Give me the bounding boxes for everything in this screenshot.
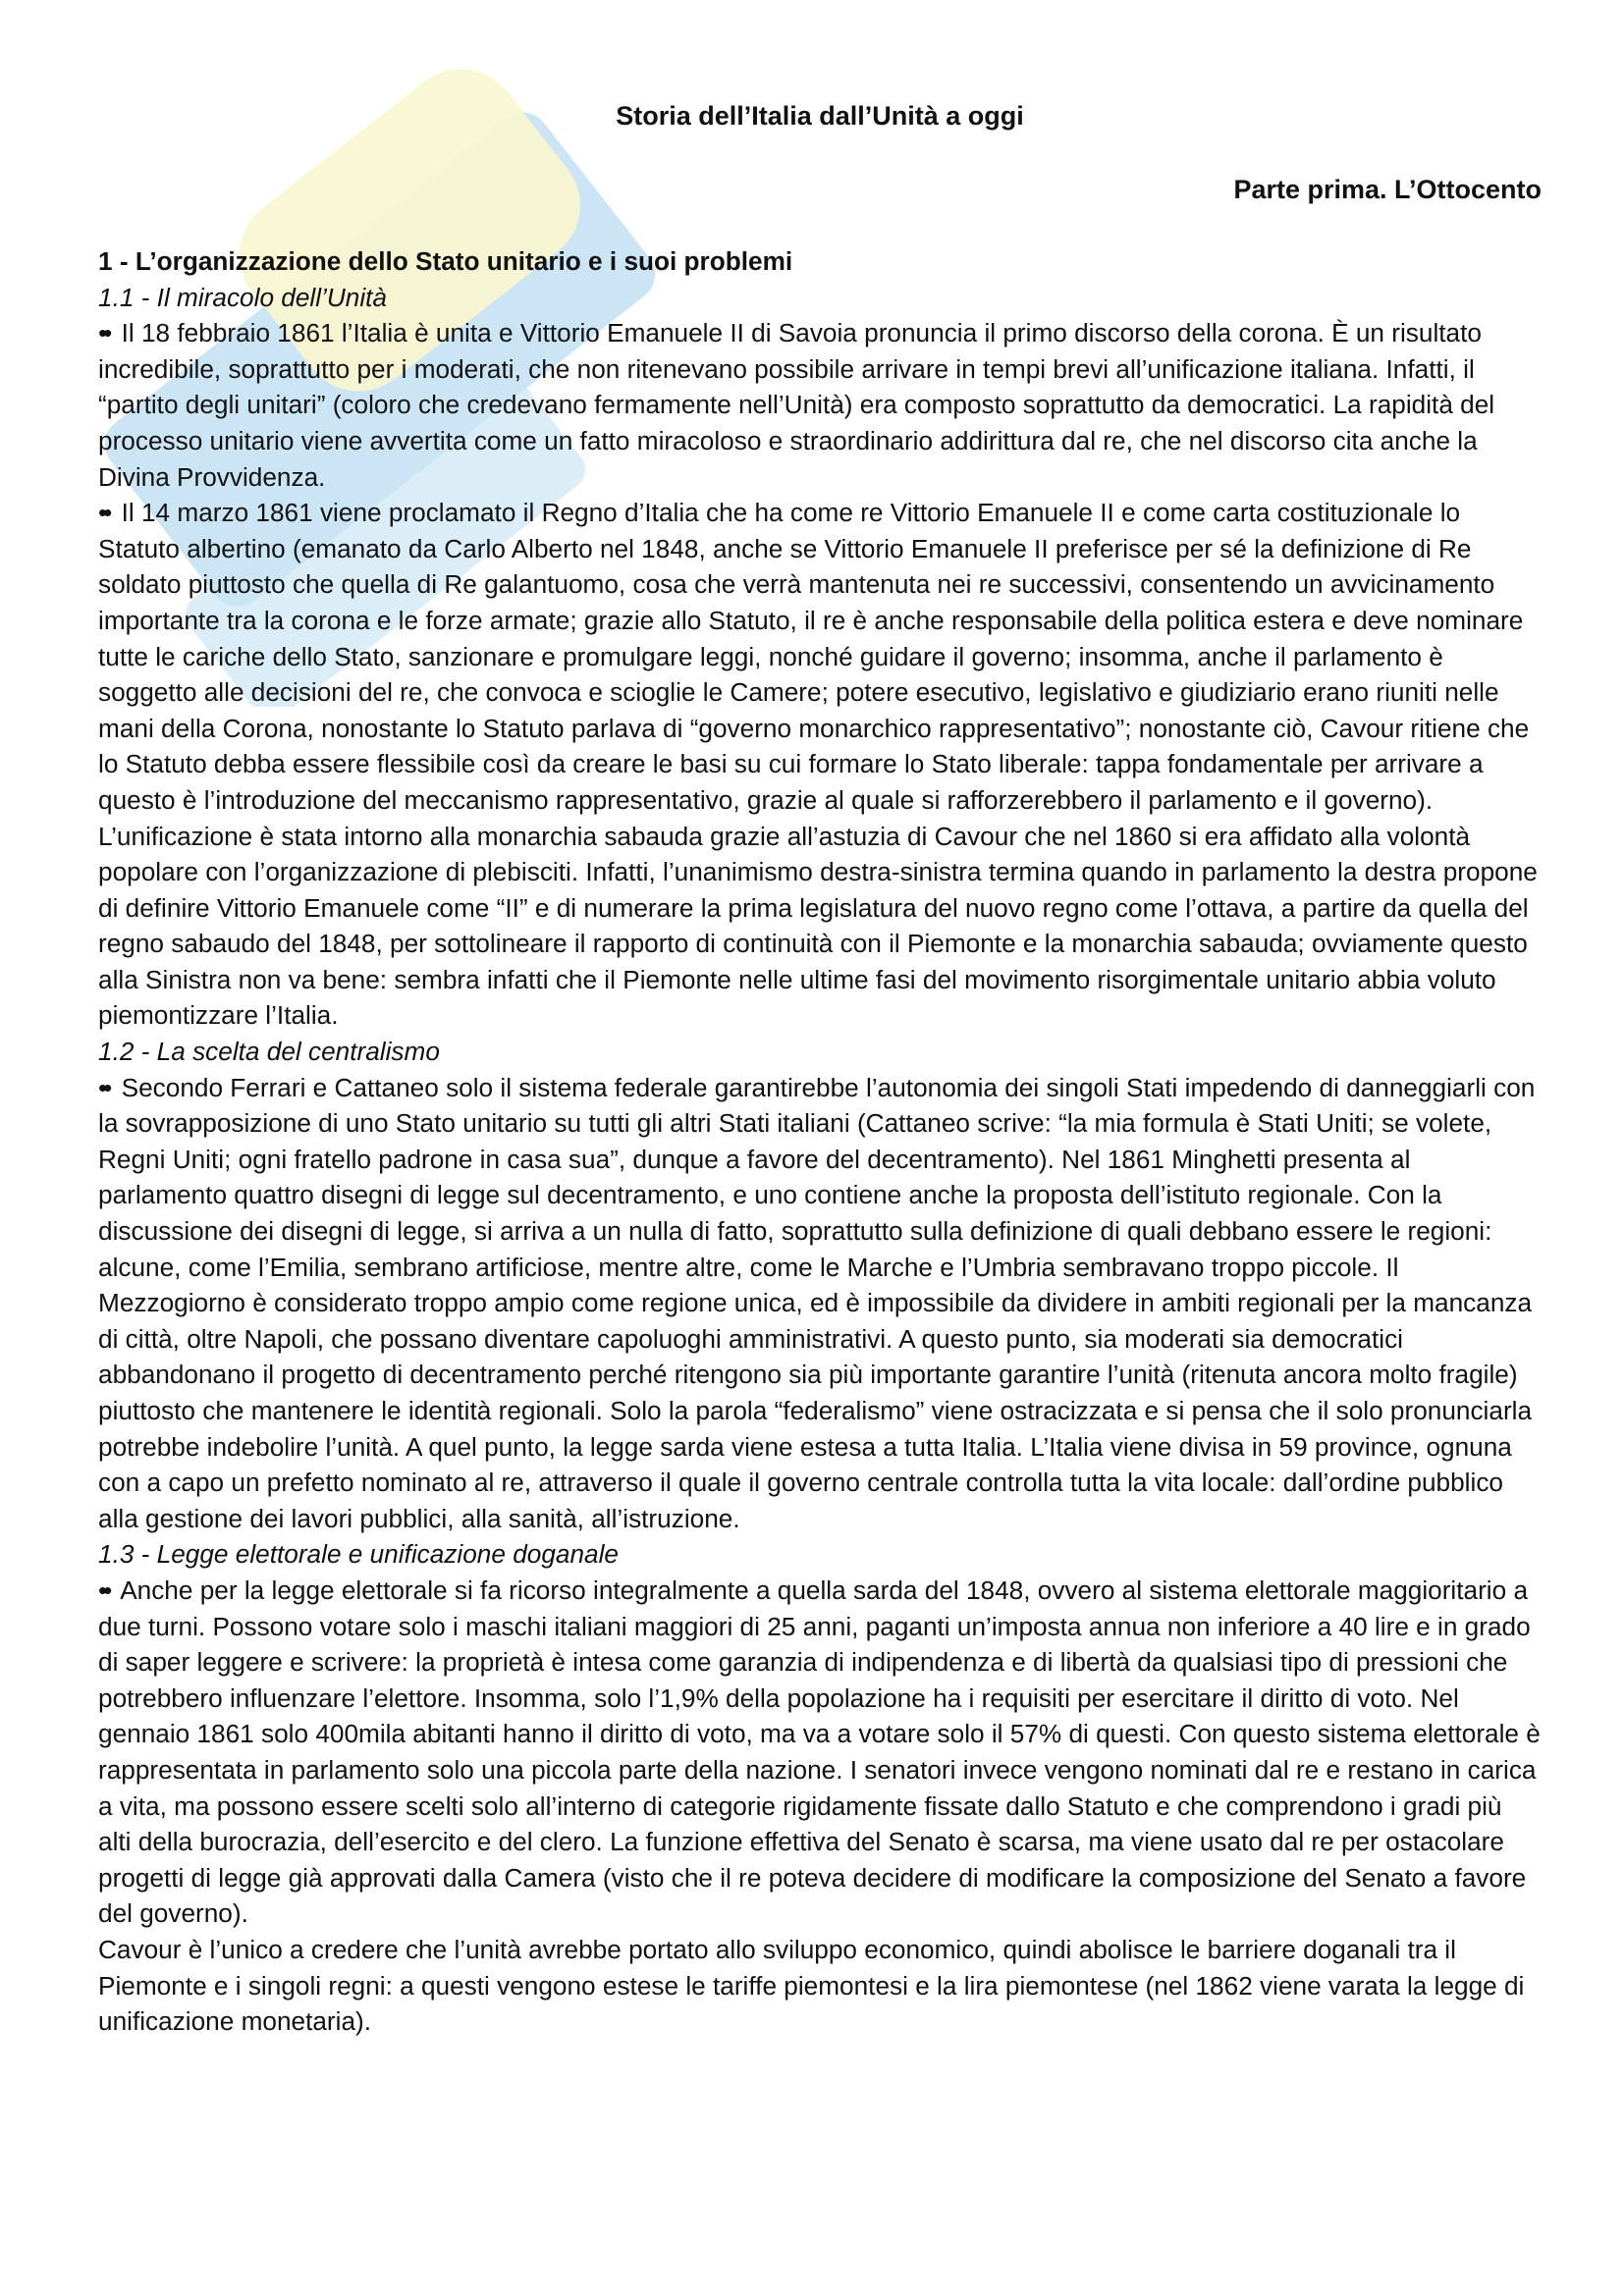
- bullet-icon: ••: [98, 1575, 109, 1605]
- section-heading-1-2: 1.2 - La scelta del centralismo: [98, 1037, 440, 1067]
- document-title: Storia dell’Italia dall’Unità a oggi: [616, 101, 1024, 131]
- chapter-heading: 1 - L’organizzazione dello Stato unitario e i suoi problemi: [98, 246, 793, 276]
- bullet-icon: ••: [98, 1072, 109, 1102]
- document-body: [98, 243, 1542, 2040]
- section-heading-1-3: 1.3 - Legge elettorale e unificazione doganale: [98, 1539, 619, 1570]
- paragraph-text: Il 18 febbraio 1861 l’Italia è unita e Vittorio Emanuele II di Savoia pronuncia il primo discorso della corona. È un risultato incredibile, soprattutto per i moderati, che non ritenevano possibile arrivare in tempi brevi all’unificazione italiana. Infatti, il “partito degli unitari” (coloro che credevano fermamente nell’Unità) era composto soprattutto da democratici. La rapidità del processo unitario viene avvertita come un fatto miracoloso e straordinario addirittura dal re, che nel discorso cita anche la Divina Provvidenza.: [98, 318, 1495, 492]
- paragraph: [98, 315, 1542, 495]
- paragraph: [98, 1573, 1542, 1932]
- bullet-icon: ••: [98, 498, 109, 528]
- paragraph: [98, 1070, 1542, 1537]
- paragraph-text: Il 14 marzo 1861 viene proclamato il Regno d’Italia che ha come re Vittorio Emanuele II e come carta costituzionale lo Statuto albertino (emanato da Carlo Alberto nel 1848, anche se Vittorio Emanuele II preferisce per sé la definizione di Re soldato piuttosto che quella di Re galantuomo, cosa che verrà mantenuta nei re successivi, consentendo un avvicinamento importante tra la corona e le forze armate; grazie allo Statuto, il re è anche responsabile della politica estera e deve nominare tutte le cariche dello Stato, sanzionare e promulgare leggi, nonché guidare il governo; insomma, anche il parlamento è soggetto alle decisioni del re, che convoca e scioglie le Camere; potere esecutivo, legislativo e giudiziario erano riuniti nelle mani della Corona, nonostante lo Statuto parlava di “governo monarchico rappresentativo”; nonostante ciò, Cavour ritiene che lo Statuto debba essere flessibile così da creare le basi su cui formare lo Stato liberale: tappa fondamentale per arrivare a questo è l’introduzione del meccanismo rappresentativo, grazie al quale si rafforzerebbero il parlamento e il governo). L’unificazione è stata intorno alla monarchia sabauda grazie all’astuzia di Cavour che nel 1860 si era affidato alla volontà popolare con l’organizzazione di plebisciti. Infatti, l’unanimismo destra-sinistra termina quando in parlamento la destra propone di definire Vittorio Emanuele come “II” e di numerare la prima legislatura del nuovo regno come l’ottava, a partire da quella del regno sabaudo del 1848, per sottolineare il rapporto di continuità con il Piemonte e la monarchia sabauda; ovviamente questo alla Sinistra non va bene: sembra infatti che il Piemonte nelle ultime fasi del movimento risorgimentale unitario abbia voluto piemontizzare l’Italia.: [98, 498, 1538, 1031]
- section-heading-1-1: 1.1 - Il miracolo dell’Unità: [98, 282, 387, 312]
- paragraph-text: Secondo Ferrari e Cattaneo solo il sistema federale garantirebbe l’autonomia dei singoli Stati impedendo di danneggiarli con la sovrapposizione di uno Stato unitario su tutti gli altri Stati italiani (Cattaneo scrive: “la mia formula è Stati Uniti; se volete, Regni Uniti; ogni fratello padrone in casa sua”, dunque a favore del decentramento). Nel 1861 Minghetti presenta al parlamento quattro disegni di legge sul decentramento, e uno contiene anche la proposta dell’istituto regionale. Con la discussione dei disegni di legge, si arriva a un nulla di fatto, soprattutto sulla definizione di quali debbano essere le regioni: alcune, come l’Emilia, sembrano artificiose, mentre altre, come le Marche e l’Umbria sembravano troppo piccole. Il Mezzogiorno è considerato troppo ampio come regione unica, ed è impossibile da dividere in ambiti regionali per la mancanza di città, oltre Napoli, che possano diventare capoluoghi amministrativi. A questo punto, sia moderati sia democratici abbandonano il progetto di decentramento perché ritengono sia più importante garantire l’unità (ritenuta ancora molto fragile) piuttosto che mantenere le identità regionali. Solo la parola “federalismo” viene ostracizzata e si pensa che il solo pronunciarla potrebbe indebolire l’unità. A quel punto, la legge sarda viene estesa a tutta Italia. L’Italia viene divisa in 59 province, ognuna con a capo un prefetto nominato al re, attraverso il quale il governo centrale controlla tutta la vita locale: dall’ordine pubblico alla gestione dei lavori pubblici, alla sanità, all’istruzione.: [98, 1072, 1536, 1533]
- paragraph: [98, 495, 1542, 1034]
- part-title: Parte prima. L’Ottocento: [1233, 175, 1542, 204]
- paragraph-text: Anche per la legge elettorale si fa ricorso integralmente a quella sarda del 1848, ovvero al sistema elettorale maggioritario a due turni. Possono votare solo i maschi italiani maggiori di 25 anni, paganti un’imposta annua non inferiore a 40 lire e in grado di saper leggere e scrivere: la proprietà è intesa come garanzia di indipendenza e di libertà da qualsiasi tipo di pressioni che potrebbero influenzare l’elettore. Insomma, solo l’1,9% della popolazione ha i requisiti per esercitare il diritto di voto. Nel gennaio 1861 solo 400mila abitanti hanno il diritto di voto, ma va a votare solo il 57% di questi. Con questo sistema elettorale è rappresentata in parlamento solo una piccola parte della nazione. I senatori invece vengono nominati dal re e restano in carica a vita, ma possono essere scelti solo all’interno di categorie rigidamente fissate dallo Statuto e che comprendono i gradi più alti della burocrazia, dell’esercito e del clero. La funzione effettiva del Senato è scarsa, ma viene usato dal re per ostacolare progetti di legge già approvati dalla Camera (visto che il re poteva decidere di modificare la composizione del Senato a favore del governo).: [98, 1575, 1541, 1929]
- bullet-icon: ••: [98, 318, 109, 348]
- closing-paragraph: Cavour è l’unico a credere che l’unità avrebbe portato allo sviluppo economico, quindi abolisce le barriere doganali tra il Piemonte e i singoli regni: a questi vengono estese le tariffe piemontesi e la lira piemontese (nel 1862 viene varata la legge di unificazione monetaria).: [98, 1934, 1525, 2037]
